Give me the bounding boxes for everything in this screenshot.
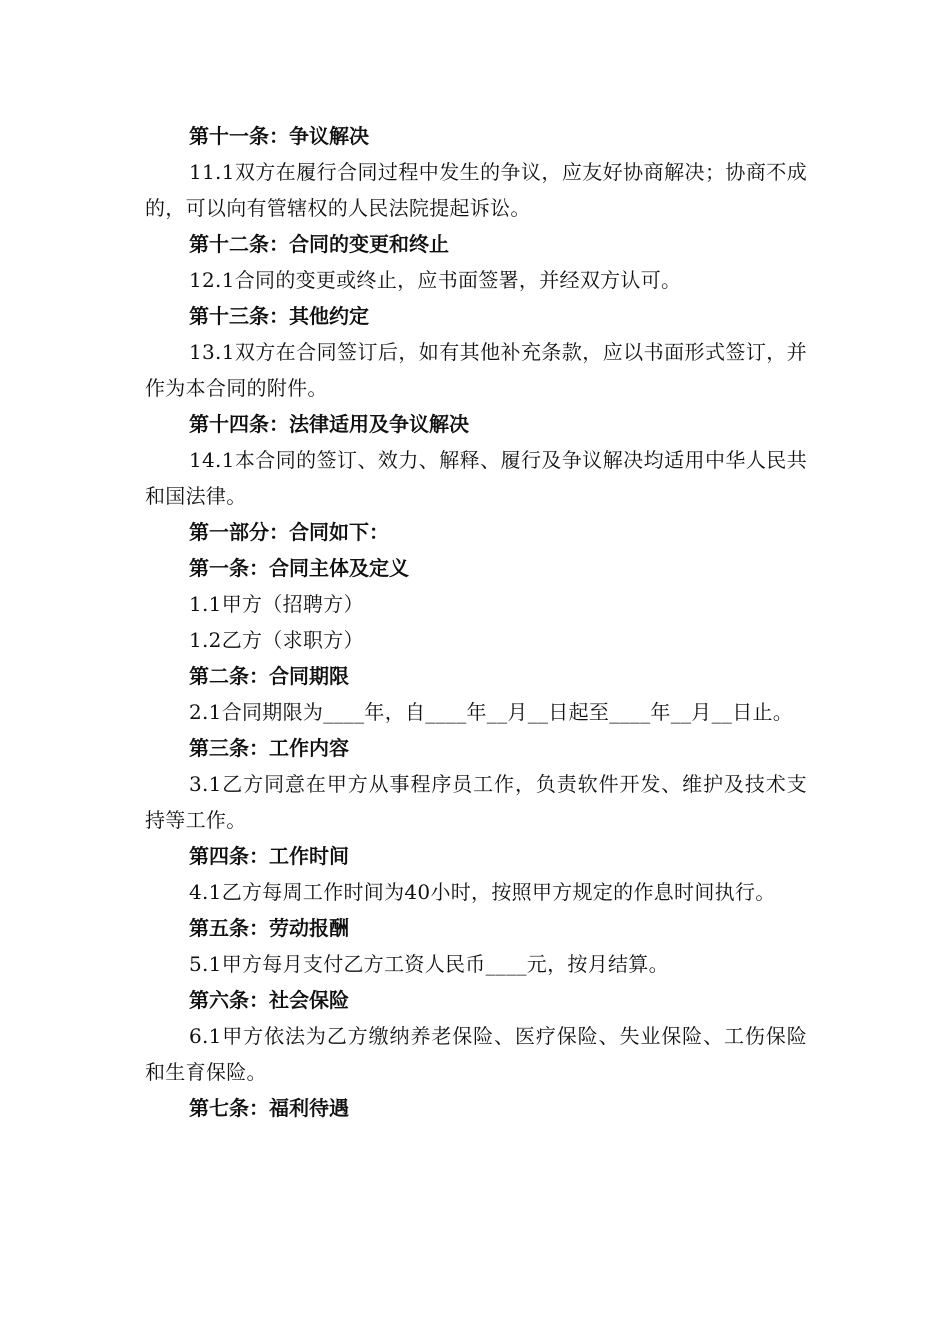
part-heading: 第一部分：合同如下： — [189, 520, 389, 544]
section-heading: 第四条：工作时间 — [189, 844, 349, 868]
section-paragraph: 1.2乙方（求职方） — [189, 628, 364, 652]
section-heading: 第十二条：合同的变更和终止 — [189, 232, 449, 256]
section-paragraph: 11.1双方在履行合同过程中发生的争议，应友好协商解决；协商不成的，可以向有管辖权的人民法院提起诉讼。 — [145, 160, 807, 220]
section-heading: 第十四条：法律适用及争议解决 — [189, 412, 469, 436]
section-heading: 第一条：合同主体及定义 — [189, 556, 409, 580]
section-paragraph: 14.1本合同的签订、效力、解释、履行及争议解决均适用中华人民共和国法律。 — [145, 448, 807, 508]
section-paragraph: 1.1甲方（招聘方） — [189, 592, 364, 616]
section-heading: 第六条：社会保险 — [189, 988, 349, 1012]
section-heading: 第七条：福利待遇 — [189, 1096, 349, 1120]
section-heading: 第十三条：其他约定 — [189, 304, 369, 328]
section-heading: 第二条：合同期限 — [189, 664, 349, 688]
section-paragraph: 2.1合同期限为____年，自____年__月__日起至____年__月__日止。 — [189, 700, 794, 724]
section-paragraph: 4.1乙方每周工作时间为40小时，按照甲方规定的作息时间执行。 — [189, 880, 776, 904]
section-paragraph: 6.1甲方依法为乙方缴纳养老保险、医疗保险、失业保险、工伤保险和生育保险。 — [145, 1024, 807, 1084]
section-paragraph: 12.1合同的变更或终止，应书面签署，并经双方认可。 — [189, 268, 682, 292]
section-heading: 第三条：工作内容 — [189, 736, 349, 760]
section-heading: 第五条：劳动报酬 — [189, 916, 349, 940]
section-paragraph: 13.1双方在合同签订后，如有其他补充条款，应以书面形式签订，并作为本合同的附件。 — [145, 340, 807, 400]
section-heading: 第十一条：争议解决 — [189, 124, 369, 148]
document-body — [145, 118, 807, 1126]
section-paragraph: 5.1甲方每月支付乙方工资人民币____元，按月结算。 — [189, 952, 669, 976]
section-paragraph: 3.1乙方同意在甲方从事程序员工作，负责软件开发、维护及技术支持等工作。 — [145, 772, 807, 832]
